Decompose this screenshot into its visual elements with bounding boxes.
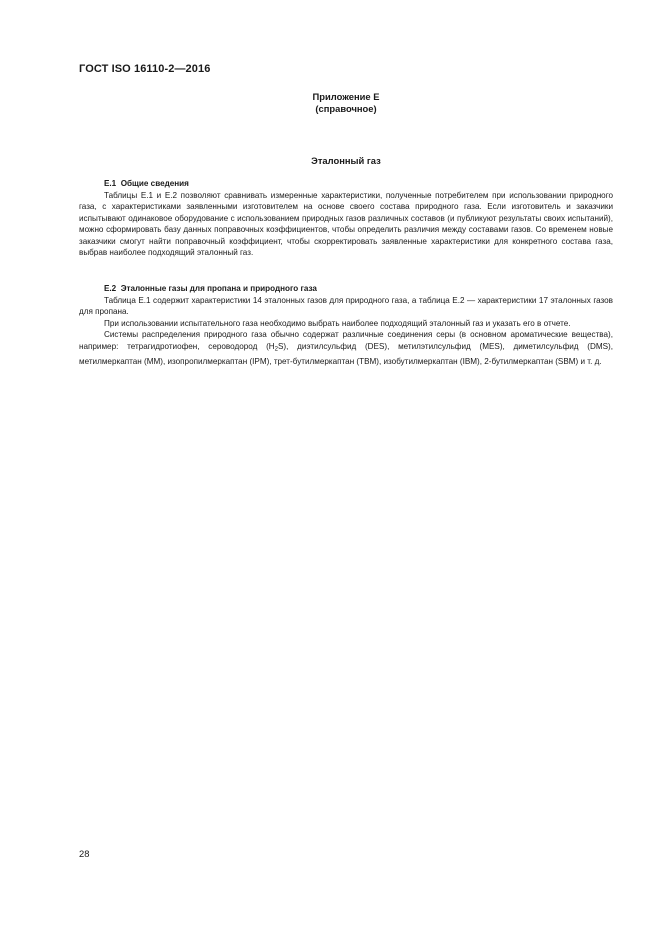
subsection-general-heading: Е.1 Общие сведения xyxy=(104,179,189,188)
reference-gases-paragraph-3 xyxy=(79,329,613,367)
document-header: ГОСТ ISO 16110-2—2016 xyxy=(79,63,211,75)
reference-gases-paragraph-2: При использовании испытательного газа необходимо выбрать наиболее подходящий эталонный газ и указать его в отчете. xyxy=(104,318,571,328)
reference-gases-paragraph-1: Таблица Е.1 содержит характеристики 14 эталонных газов для природного газа, а таблица Е.2 — характеристики 17 эталонных газов для пропана. xyxy=(79,295,613,317)
page-number: 28 xyxy=(79,848,90,859)
subsection-reference-gases-heading: Е.2 Эталонные газы для пропана и природного газа xyxy=(104,284,317,293)
subsection-reference-gases xyxy=(79,283,613,367)
annex-title xyxy=(79,91,613,115)
subsection-general-paragraph: Таблицы Е.1 и Е.2 позволяют сравнивать измеренные характеристики, полученные потребителем при использовании природного газа, с характеристиками заявленными изготовителем на основе своего состава природного газа. Если изготовитель и заказчики испытывают одинаковое оборудование с использованием природных газов различных составов (и публикуют результаты своих испытаний), можно сформировать базу данных поправочных коэффициентов, чтобы определить различия между составами газов. Со временем новые заказчики смогут найти поправочный коэффициент, чтобы скорректировать заявленные характеристики для конкретного состава газа, выбрав наиболее подходящий эталонный газ. xyxy=(79,190,613,258)
section-title: Эталонный газ xyxy=(311,155,381,166)
paragraph-3-text-start: Системы распределения природного газа обычно содержат различные соединения серы (в основном ароматические вещества), например: тетрагидротиофен, сероводород (H xyxy=(79,330,613,351)
annex-title-main: Приложение Е xyxy=(312,91,380,102)
annex-title-subtitle: (справочное) xyxy=(315,103,377,114)
subsection-general xyxy=(79,178,613,259)
paragraph-3-text-end: S), диэтилсульфид (DES), метилэтилсульфид (MES), диметилсульфид (DMS), метилмеркаптан (MM), изопропилмеркаптан (IPM), трет-бутилмеркаптан (TBM), изобутилмеркаптан (IBM), 2-бутилмеркаптан (SBM) и т. д. xyxy=(79,341,613,366)
paragraph-3-subscript: 2 xyxy=(274,346,278,353)
